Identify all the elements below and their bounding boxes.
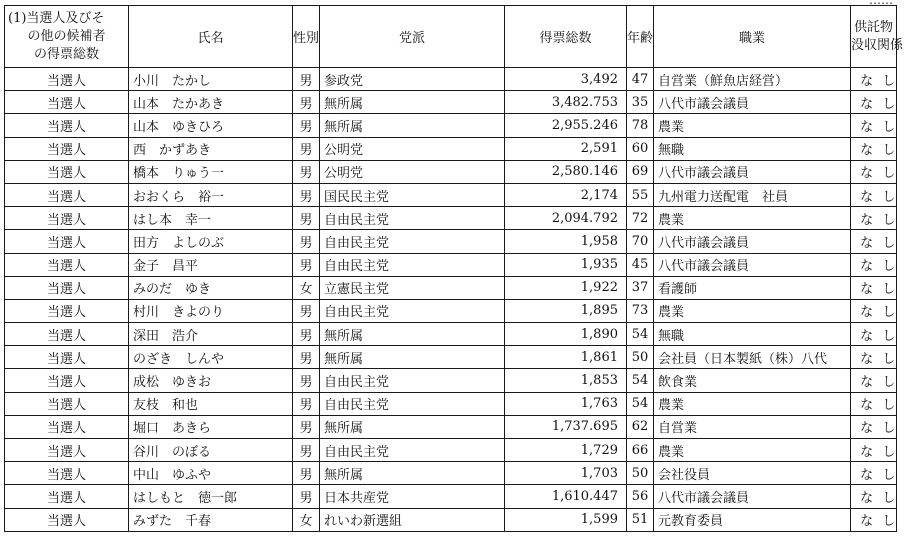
cell-votes: 1,861 — [505, 346, 627, 369]
cell-gender: 男 — [293, 439, 320, 462]
header-status-line: (1)当選人及びそ — [8, 10, 105, 26]
cell-votes: 1,890 — [505, 323, 627, 346]
cell-status: 当選人 — [5, 207, 129, 230]
cell-deposit: なし — [851, 508, 897, 531]
table-row — [5, 462, 897, 485]
cell-name: 中山 ゆふや — [129, 462, 293, 485]
cell-party: 公明党 — [320, 137, 505, 160]
header-status-line: の他の候補者 — [27, 28, 106, 44]
cell-party: 国民民主党 — [320, 183, 505, 206]
cell-party: 無所属 — [320, 346, 505, 369]
cell-name: 橋本 りゅう一 — [129, 160, 293, 183]
cell-party: 日本共産党 — [320, 485, 505, 508]
table-row — [5, 114, 897, 137]
cell-party: 無所属 — [320, 91, 505, 114]
cell-gender: 男 — [293, 415, 320, 438]
cell-status: 当選人 — [5, 68, 129, 91]
cell-party: 自由民主党 — [320, 207, 505, 230]
cell-deposit: なし — [851, 346, 897, 369]
cell-deposit: なし — [851, 462, 897, 485]
cell-deposit: なし — [851, 323, 897, 346]
cell-party: 自由民主党 — [320, 253, 505, 276]
cell-status: 当選人 — [5, 508, 129, 531]
cell-gender: 男 — [293, 392, 320, 415]
table-row — [5, 508, 897, 531]
cell-age: 50 — [627, 346, 654, 369]
cell-status: 当選人 — [5, 485, 129, 508]
cell-votes: 1,895 — [505, 299, 627, 322]
cell-age: 72 — [627, 207, 654, 230]
table-row — [5, 137, 897, 160]
cell-status: 当選人 — [5, 415, 129, 438]
table-row — [5, 276, 897, 299]
cell-votes: 1,729 — [505, 439, 627, 462]
cell-status: 当選人 — [5, 276, 129, 299]
cell-gender: 男 — [293, 230, 320, 253]
cell-status: 当選人 — [5, 299, 129, 322]
cell-name: 山本 たかあき — [129, 91, 293, 114]
header-gender: 性別 — [293, 6, 320, 68]
cell-age: 54 — [627, 392, 654, 415]
cell-status: 当選人 — [5, 323, 129, 346]
header-status-line: の得票総数 — [33, 46, 99, 62]
header-deposit — [851, 6, 904, 68]
cell-name: 田方 よしのぶ — [129, 230, 293, 253]
cell-status: 当選人 — [5, 369, 129, 392]
cell-party: れいわ新選組 — [320, 508, 505, 531]
cell-gender: 男 — [293, 68, 320, 91]
cell-status: 当選人 — [5, 183, 129, 206]
table-row — [5, 439, 897, 462]
cell-deposit: なし — [851, 276, 897, 299]
cell-votes: 1,599 — [505, 508, 627, 531]
cell-occupation: 農業 — [654, 392, 851, 415]
cell-age: 54 — [627, 323, 654, 346]
cell-age: 62 — [627, 415, 654, 438]
cell-name: 深田 浩介 — [129, 323, 293, 346]
cell-name: みずた 千春 — [129, 508, 293, 531]
cell-party: 無所属 — [320, 323, 505, 346]
cell-gender: 男 — [293, 137, 320, 160]
cell-status: 当選人 — [5, 346, 129, 369]
cell-name: おおくら 裕一 — [129, 183, 293, 206]
cell-age: 37 — [627, 276, 654, 299]
cell-age: 73 — [627, 299, 654, 322]
cell-name: 村川 きよのり — [129, 299, 293, 322]
cell-occupation: 八代市議会議員 — [654, 230, 851, 253]
cell-occupation: 飲食業 — [654, 369, 851, 392]
cell-age: 51 — [627, 508, 654, 531]
cell-deposit: なし — [851, 68, 897, 91]
cell-gender: 女 — [293, 276, 320, 299]
cell-age: 78 — [627, 114, 654, 137]
cell-occupation: 会社役員 — [654, 462, 851, 485]
cell-gender: 男 — [293, 183, 320, 206]
cell-deposit: なし — [851, 207, 897, 230]
cell-status: 当選人 — [5, 253, 129, 276]
cell-gender: 男 — [293, 323, 320, 346]
cell-occupation: 農業 — [654, 207, 851, 230]
header-name: 氏名 — [129, 6, 293, 68]
cell-deposit: なし — [851, 415, 897, 438]
cell-deposit: なし — [851, 299, 897, 322]
cell-deposit: なし — [851, 230, 897, 253]
cell-gender: 男 — [293, 91, 320, 114]
cell-age: 47 — [627, 68, 654, 91]
cell-deposit: なし — [851, 114, 897, 137]
cell-votes: 2,955.246 — [505, 114, 627, 137]
cell-party: 自由民主党 — [320, 392, 505, 415]
cell-occupation: 八代市議会議員 — [654, 91, 851, 114]
cell-name: のざき しんや — [129, 346, 293, 369]
cell-age: 60 — [627, 137, 654, 160]
cell-deposit: なし — [851, 392, 897, 415]
cell-name: 友枝 和也 — [129, 392, 293, 415]
cell-age: 66 — [627, 439, 654, 462]
cell-votes: 1,958 — [505, 230, 627, 253]
cell-votes: 3,492 — [505, 68, 627, 91]
cell-votes: 1,763 — [505, 392, 627, 415]
cell-status: 当選人 — [5, 160, 129, 183]
cell-votes: 2,591 — [505, 137, 627, 160]
cell-gender: 男 — [293, 160, 320, 183]
cell-gender: 男 — [293, 369, 320, 392]
cell-status: 当選人 — [5, 137, 129, 160]
cell-deposit: なし — [851, 91, 897, 114]
cell-party: 無所属 — [320, 415, 505, 438]
table-row — [5, 160, 897, 183]
cell-occupation: 自営業 — [654, 415, 851, 438]
cell-votes: 1,610.447 — [505, 485, 627, 508]
cell-name: 金子 昌平 — [129, 253, 293, 276]
cell-party: 自由民主党 — [320, 439, 505, 462]
table-row — [5, 253, 897, 276]
table-row — [5, 485, 897, 508]
cell-party: 立憲民主党 — [320, 276, 505, 299]
header-party: 党派 — [320, 6, 505, 68]
table-row — [5, 392, 897, 415]
cell-occupation: 無職 — [654, 323, 851, 346]
table-row — [5, 323, 897, 346]
cell-occupation: 看護師 — [654, 276, 851, 299]
cell-name: みのだ ゆき — [129, 276, 293, 299]
header-row — [5, 6, 897, 68]
cell-occupation: 農業 — [654, 439, 851, 462]
cell-gender: 女 — [293, 508, 320, 531]
cell-votes: 2,580.146 — [505, 160, 627, 183]
header-occupation: 職業 — [654, 6, 851, 68]
cell-party: 公明党 — [320, 160, 505, 183]
table-row — [5, 369, 897, 392]
results-body — [5, 68, 904, 532]
cell-age: 35 — [627, 91, 654, 114]
cell-occupation: 自営業（鮮魚店経営） — [654, 68, 851, 91]
header-deposit-line: 供託物 — [853, 19, 893, 35]
cell-age: 55 — [627, 183, 654, 206]
table-row — [5, 299, 897, 322]
cell-votes: 2,094.792 — [505, 207, 627, 230]
cell-gender: 男 — [293, 299, 320, 322]
cell-gender: 男 — [293, 346, 320, 369]
cell-votes: 3,482.753 — [505, 91, 627, 114]
page-number: …… — [869, 0, 893, 7]
cell-gender: 男 — [293, 253, 320, 276]
cell-age: 56 — [627, 485, 654, 508]
cell-name: はし本 幸一 — [129, 207, 293, 230]
cell-name: 山本 ゆきひろ — [129, 114, 293, 137]
cell-deposit: なし — [851, 160, 897, 183]
table-row — [5, 230, 897, 253]
cell-name: 堀口 あきら — [129, 415, 293, 438]
cell-votes: 1,703 — [505, 462, 627, 485]
cell-age: 54 — [627, 369, 654, 392]
cell-status: 当選人 — [5, 462, 129, 485]
cell-party: 自由民主党 — [320, 230, 505, 253]
cell-deposit: なし — [851, 183, 897, 206]
election-results-table — [4, 5, 904, 532]
cell-party: 自由民主党 — [320, 299, 505, 322]
cell-party: 自由民主党 — [320, 369, 505, 392]
cell-age: 70 — [627, 230, 654, 253]
cell-gender: 男 — [293, 114, 320, 137]
header-age: 年齢 — [627, 6, 654, 68]
cell-age: 50 — [627, 462, 654, 485]
cell-name: はしもと 徳一郎 — [129, 485, 293, 508]
cell-status: 当選人 — [5, 114, 129, 137]
cell-votes: 1,737.695 — [505, 415, 627, 438]
table-row — [5, 183, 897, 206]
cell-status: 当選人 — [5, 439, 129, 462]
cell-gender: 男 — [293, 485, 320, 508]
cell-deposit: なし — [851, 439, 897, 462]
cell-age: 69 — [627, 160, 654, 183]
cell-party: 参政党 — [320, 68, 505, 91]
cell-occupation: 九州電力送配電 社員 — [654, 183, 851, 206]
cell-name: 西 かずあき — [129, 137, 293, 160]
table-row — [5, 415, 897, 438]
cell-party: 無所属 — [320, 462, 505, 485]
header-status — [5, 6, 129, 68]
cell-party: 無所属 — [320, 114, 505, 137]
cell-occupation: 八代市議会議員 — [654, 253, 851, 276]
table-row — [5, 346, 897, 369]
cell-votes: 2,174 — [505, 183, 627, 206]
cell-votes: 1,853 — [505, 369, 627, 392]
cell-votes: 1,922 — [505, 276, 627, 299]
cell-status: 当選人 — [5, 91, 129, 114]
table-row — [5, 207, 897, 230]
cell-status: 当選人 — [5, 230, 129, 253]
cell-deposit: なし — [851, 485, 897, 508]
cell-occupation: 八代市議会議員 — [654, 485, 851, 508]
cell-age: 45 — [627, 253, 654, 276]
header-votes: 得票総数 — [505, 6, 627, 68]
cell-name: 成松 ゆきお — [129, 369, 293, 392]
cell-occupation: 無職 — [654, 137, 851, 160]
table-row — [5, 91, 897, 114]
cell-deposit: なし — [851, 253, 897, 276]
cell-occupation: 八代市議会議員 — [654, 160, 851, 183]
cell-occupation: 会社員（日本製紙（株）八代 — [654, 346, 851, 369]
cell-name: 小川 たかし — [129, 68, 293, 91]
cell-gender: 男 — [293, 462, 320, 485]
cell-deposit: なし — [851, 137, 897, 160]
table-row — [5, 68, 897, 91]
cell-status: 当選人 — [5, 392, 129, 415]
cell-name: 谷川 のぼる — [129, 439, 293, 462]
cell-deposit: なし — [851, 369, 897, 392]
cell-occupation: 農業 — [654, 114, 851, 137]
header-deposit-line: 没収関係 — [851, 37, 904, 53]
cell-gender: 男 — [293, 207, 320, 230]
cell-occupation: 農業 — [654, 299, 851, 322]
cell-occupation: 元教育委員 — [654, 508, 851, 531]
cell-votes: 1,935 — [505, 253, 627, 276]
